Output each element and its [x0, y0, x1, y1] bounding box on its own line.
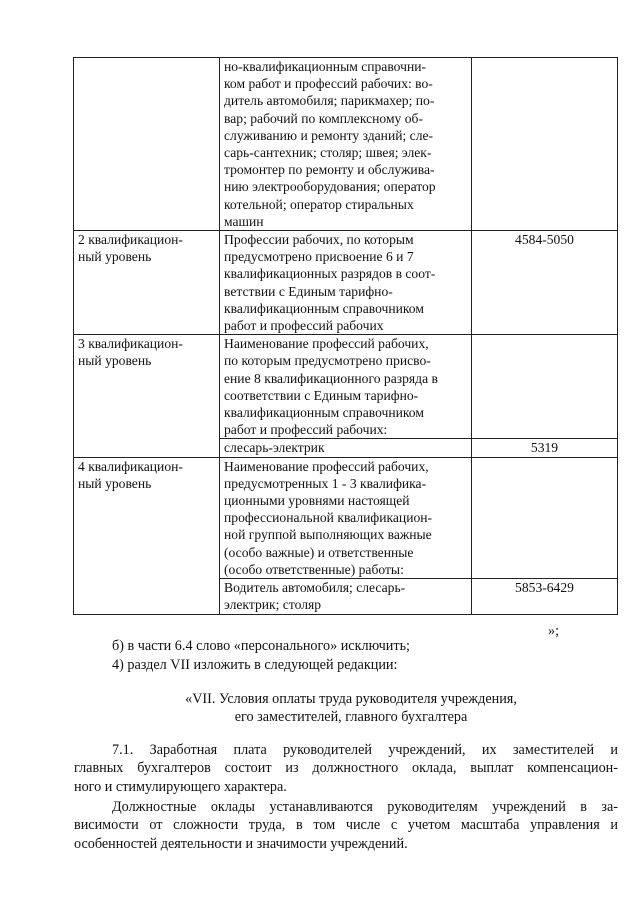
text-line: Наименование профессий рабочих, [224, 458, 429, 474]
text-line: ение 8 квалификационного разряда в [224, 370, 438, 386]
text-line: электрик; столяр [224, 597, 322, 613]
level-cell [74, 58, 220, 231]
text-line: (особо важные) и ответственные [224, 544, 414, 560]
profession-cell [220, 58, 472, 231]
section-title [150, 690, 552, 727]
text-line: квалификационных разрядов в соот- [224, 266, 436, 282]
level-cell [74, 231, 220, 335]
text-line: особенностей деятельности и значимости учреждений. [74, 835, 408, 852]
text-line: висимости от сложности труда, в том числе с учетом масштаба управления и [74, 817, 618, 834]
salary-cell: 5319 [472, 439, 618, 457]
text-line: вар; рабочий по комплексному об- [224, 110, 423, 126]
text-line: ком работ и профессий рабочих: во- [224, 76, 433, 92]
paragraph-7-1 [74, 741, 618, 796]
text-line: ной группой выполняющих важные [224, 527, 432, 543]
paragraph-salaries [74, 798, 618, 853]
text-line: Водитель автомобиля; слесарь- [224, 580, 406, 596]
text-line: котельной; оператор стиральных [224, 196, 414, 212]
table-row [74, 58, 618, 231]
text-line: квалификационным справочником [224, 405, 424, 421]
text-line: ветствии с Единым тарифно- [224, 283, 393, 299]
text-line: работ и профессий рабочих [224, 318, 384, 334]
text-line: главных бухгалтеров состоит из должностного оклада, выплат компенсацион- [74, 760, 618, 777]
text-line: ный уровень [78, 353, 152, 369]
title-line: «VII. Условия оплаты труда руководителя учреждения, [185, 691, 517, 707]
level-cell [74, 335, 220, 457]
text-line: 2 квалификацион- [78, 232, 183, 248]
text-line: квалификационным справочником [224, 300, 424, 316]
text-line: по которым предусмотрено присво- [224, 353, 431, 369]
salary-table [73, 57, 618, 615]
salary-cell: 5853-6429 [472, 579, 618, 614]
text-line: 3 квалификацион- [78, 336, 183, 352]
text-line: предусмотрено присвоение 6 и 7 [224, 249, 414, 265]
text-line: предусмотренных 1 - 3 квалифика- [224, 475, 427, 491]
amendment-item-4: 4) раздел VII изложить в следующей редакции: [112, 657, 398, 673]
text-line: профессиональной квалификацион- [224, 510, 433, 526]
amendment-item-b: б) в части 6.4 слово «персонального» исключить; [112, 638, 410, 654]
salary-cell [472, 58, 618, 231]
text-line: служиванию и ремонту зданий; сле- [224, 127, 434, 143]
text-line: нию электрооборудования; оператор [224, 179, 436, 195]
table-row [74, 231, 618, 335]
salary-cell [472, 457, 618, 578]
text-line: Наименование профессий рабочих, [224, 336, 429, 352]
level-cell [74, 457, 220, 614]
text-line: Профессии рабочих, по которым [224, 232, 414, 248]
profession-cell [220, 231, 472, 335]
profession-cell [220, 457, 472, 578]
text-line: машин [224, 213, 264, 229]
text-line: (особо ответственные) работы: [224, 561, 404, 577]
title-line: его заместителей, главного бухгалтера [234, 709, 468, 726]
text-line: ный уровень [78, 475, 152, 491]
text-line: но-квалификационным справочни- [224, 59, 427, 74]
closing-quote: »; [548, 623, 560, 639]
profession-cell [220, 335, 472, 439]
table-row [74, 335, 618, 439]
salary-cell [472, 335, 618, 439]
text-line: ный уровень [78, 249, 152, 265]
text-line: тромонтер по ремонту и обслужива- [224, 162, 435, 178]
text-line: дитель автомобиля; парикмахер; по- [224, 93, 435, 109]
text-line: ного и стимулирующего характера. [74, 778, 287, 795]
text-line: соответствии с Единым тарифно- [224, 387, 419, 403]
table-row [74, 457, 618, 578]
profession-cell: слесарь-электрик [220, 439, 472, 457]
text-line: сарь-сантехник; столяр; швея; элек- [224, 145, 432, 161]
salary-cell: 4584-5050 [472, 231, 618, 335]
profession-cell [220, 579, 472, 614]
text-line: ционными уровнями настоящей [224, 493, 410, 509]
text-line: Должностные оклады устанавливаются руководителям учреждений в за- [112, 799, 618, 815]
text-line: работ и профессий рабочих: [224, 422, 388, 438]
text-line: 7.1. Заработная плата руководителей учреждений, их заместителей и [112, 742, 618, 758]
text-line: 4 квалификацион- [78, 458, 183, 474]
